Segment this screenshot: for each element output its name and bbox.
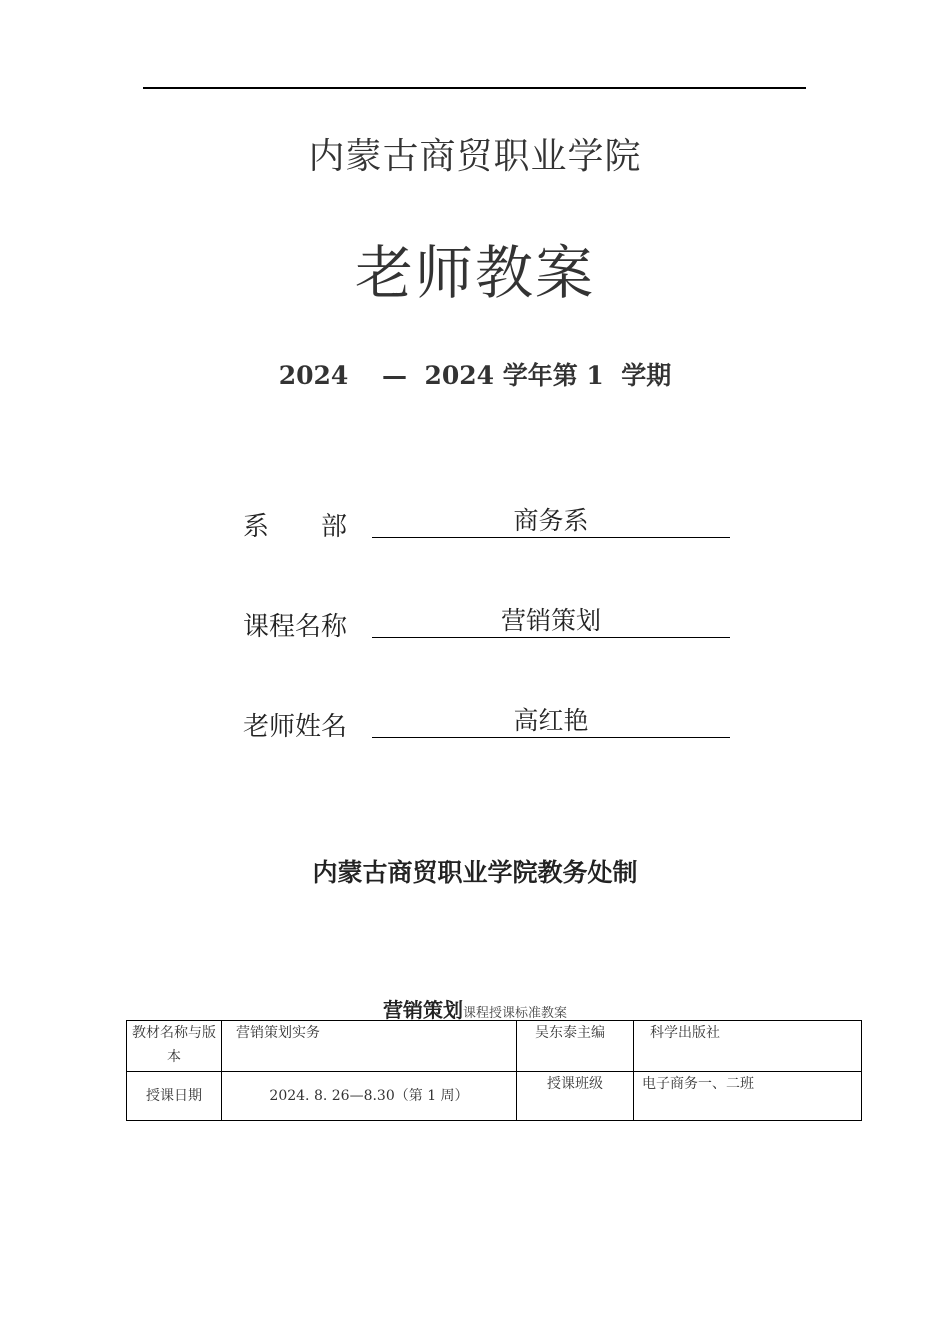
teacher-label: 老师姓名 [243, 712, 348, 742]
publisher-value: 科学出版社 [634, 1021, 862, 1072]
teacher-field [372, 703, 730, 738]
department-field [372, 503, 730, 538]
department-label: 系 部 [243, 512, 348, 542]
table-row [127, 1072, 862, 1121]
textbook-value: 营销策划实务 [222, 1021, 517, 1072]
course-value: 营销策划 [500, 606, 601, 635]
table-title-course: 营销策划 [382, 998, 463, 1022]
date-label: 授课日期 [127, 1072, 222, 1121]
textbook-label: 教材名称与版本 [127, 1021, 222, 1072]
course-label: 课程名称 [243, 612, 348, 642]
term-line: 2024 — 2024 学年第 1 学期 [278, 361, 672, 390]
document-title: 老师教案 [354, 239, 595, 307]
date-value: 2024. 8. 26—8.30（第 1 周） [222, 1072, 517, 1121]
issuer-text: 内蒙古商贸职业学院教务处制 [312, 858, 638, 887]
class-label: 授课班级 [517, 1072, 634, 1121]
editor-label: 吴东泰主编 [517, 1021, 634, 1072]
top-rule [143, 87, 806, 89]
class-value: 电子商务一、二班 [634, 1072, 862, 1121]
school-name: 内蒙古商贸职业学院 [308, 136, 642, 177]
department-value: 商务系 [513, 506, 589, 535]
course-field [372, 603, 730, 638]
table-title [0, 994, 950, 1023]
teacher-value: 高红艳 [513, 706, 589, 735]
table-row [127, 1021, 862, 1072]
table-title-suffix: 课程授课标准教案 [462, 1006, 567, 1021]
info-table [126, 1020, 862, 1121]
